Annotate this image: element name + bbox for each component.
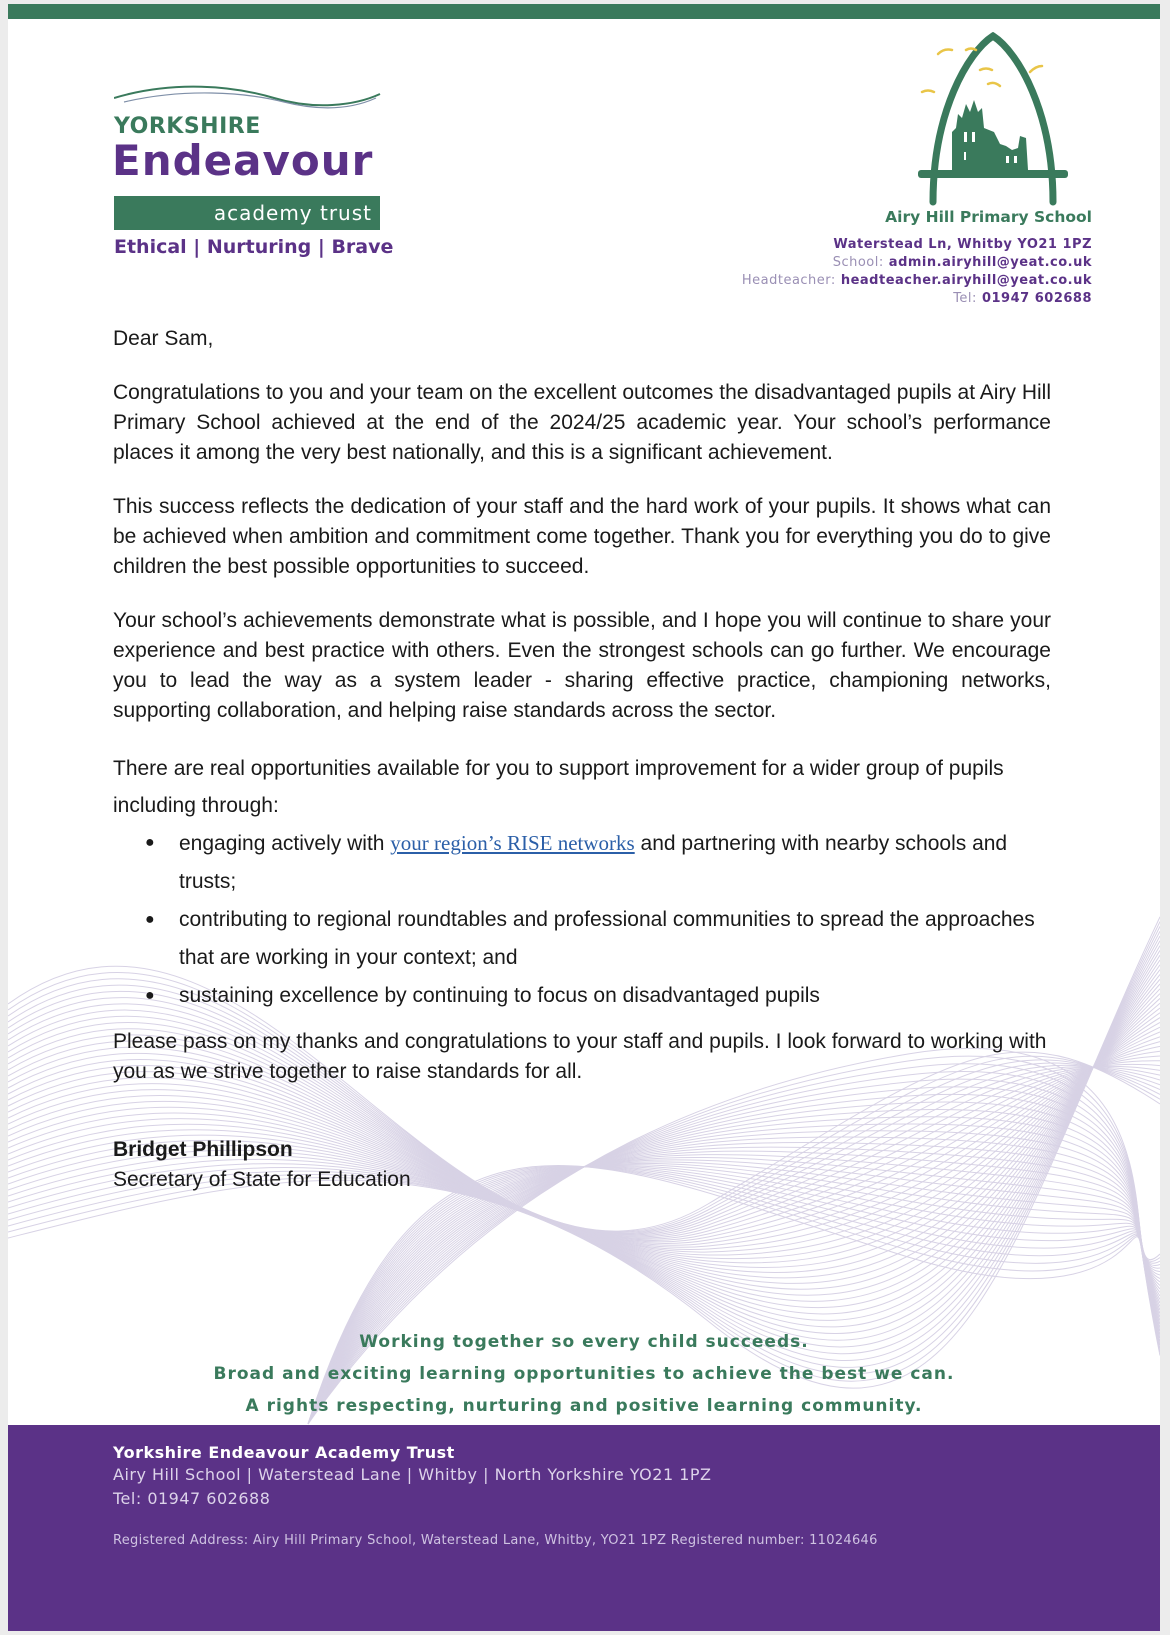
closing-paragraph: Please pass on my thanks and congratulations to your staff and pupils. I look forward to working with you as we strive together to raise standards for all.: [113, 1030, 1047, 1083]
school-address: Waterstead Ln, Whitby YO21 1PZ: [833, 237, 1092, 252]
salutation: Dear Sam,: [113, 327, 214, 350]
signatory-name: Bridget Phillipson: [113, 1138, 293, 1161]
list-item: ● contributing to regional roundtables and professional communities to spread the approaches that are working in your context; and: [179, 901, 1051, 977]
school-contact-block: [742, 208, 1092, 308]
footer-tel: Tel: 01947 602688: [113, 1489, 271, 1508]
rise-networks-link[interactable]: your region’s RISE networks: [390, 831, 635, 855]
trust-logo-endeavour: Endeavour: [112, 136, 374, 185]
school-crest-icon: [908, 32, 1078, 212]
list-item: ● engaging actively with your region’s RISE networks and partnering with nearby schools and trusts;: [179, 824, 1051, 901]
trust-values: Ethical | Nurturing | Brave: [114, 236, 394, 258]
letter-page: [8, 4, 1160, 1631]
school-email-label: School:: [832, 255, 884, 270]
head-email-label: Headteacher:: [741, 273, 836, 288]
school-name: Airy Hill Primary School: [885, 208, 1092, 226]
paragraph-3: Your school’s achievements demonstrate what is possible, and I hope you will continue to share your experience and best practice with others. Even the strongest schools can go further. We encourage you to lead the way as a system leader - sharing effective practice, championing networks, supporting collaboration, and helping raise standards across the sector.: [113, 609, 1051, 722]
footer: [8, 1425, 1160, 1631]
signatory-title: Secretary of State for Education: [113, 1168, 411, 1191]
letter-body: [113, 324, 1051, 1195]
motto-3: A rights respecting, nurturing and positive learning community.: [245, 1396, 923, 1416]
head-email[interactable]: headteacher.airyhill@yeat.co.uk: [840, 273, 1092, 288]
motto-2: Broad and exciting learning opportunities to achieve the best we can.: [213, 1364, 955, 1384]
top-green-bar: [8, 4, 1160, 19]
bullet-icon: ●: [145, 834, 155, 851]
school-email[interactable]: admin.airyhill@yeat.co.uk: [888, 255, 1092, 270]
opportunity-list: [113, 824, 1051, 1015]
bullet-icon: ●: [145, 987, 155, 1004]
list-item: ● sustaining excellence by continuing to focus on disadvantaged pupils: [179, 977, 1051, 1015]
bullet-icon: ●: [145, 911, 155, 928]
trust-logo-academy-trust: academy trust: [114, 196, 380, 230]
school-mottos: [8, 1326, 1160, 1422]
tel-label: Tel:: [953, 291, 977, 306]
signature-block: [113, 1135, 1051, 1195]
paragraph-2: This success reflects the dedication of your staff and the hard work of your pupils. It shows what can be achieved when ambition and commitment come together. Thank you for everything you do to give children the best possible opportunities to succeed.: [113, 495, 1051, 578]
motto-1: Working together so every child succeeds.: [359, 1332, 809, 1352]
school-tel: 01947 602688: [981, 291, 1092, 306]
footer-address: Airy Hill School | Waterstead Lane | Whitby | North Yorkshire YO21 1PZ: [113, 1465, 712, 1484]
swoosh-icon: [114, 84, 384, 114]
footer-registered: Registered Address: Airy Hill Primary School, Waterstead Lane, Whitby, YO21 1PZ Registered number: 11024646: [113, 1533, 878, 1548]
footer-trust-name: Yorkshire Endeavour Academy Trust: [113, 1443, 455, 1462]
paragraph-1: Congratulations to you and your team on the excellent outcomes the disadvantaged pupils at Airy Hill Primary School achieved at the end of the 2024/25 academic year. Your school’s performance places it among the very best nationally, and this is a significant achievement.: [113, 381, 1051, 464]
paragraph-4: There are real opportunities available for you to support improvement for a wider group of pupils including through:: [113, 757, 1004, 817]
trust-logo-yorkshire: YORKSHIRE: [114, 114, 261, 139]
